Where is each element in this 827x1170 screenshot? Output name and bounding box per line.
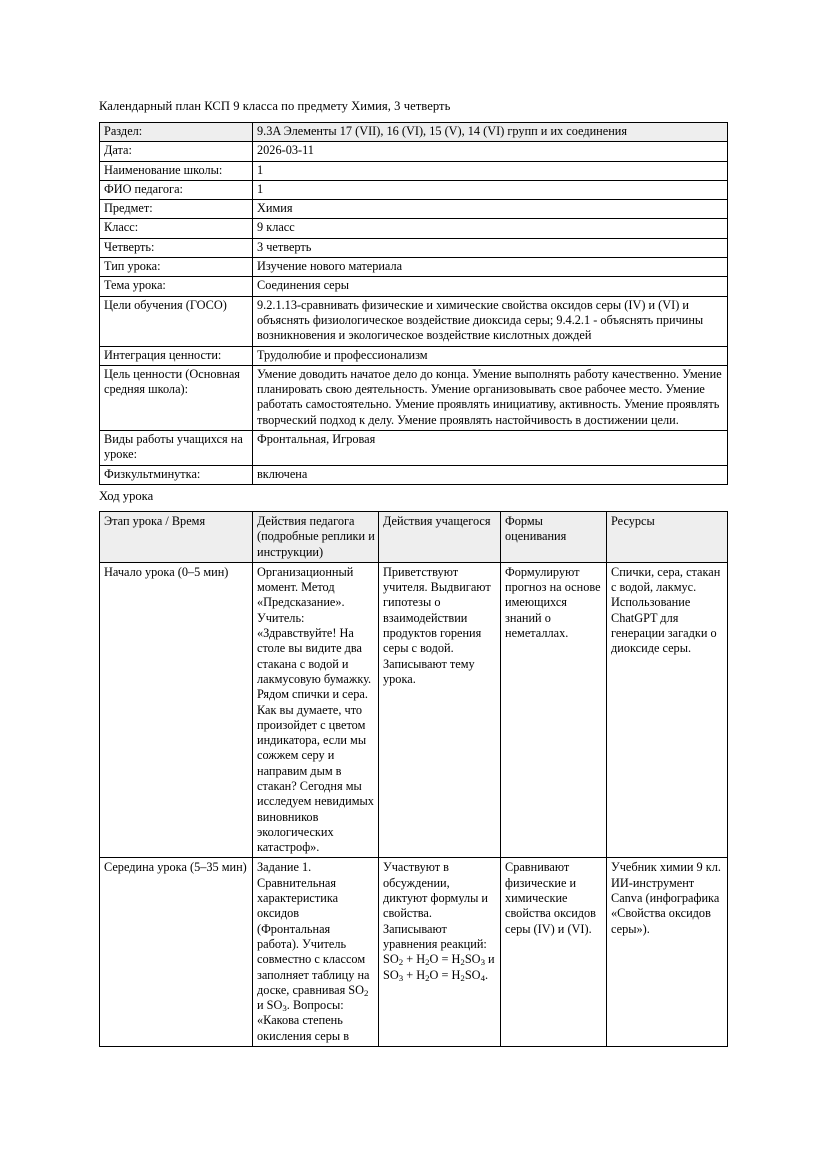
info-row-label: Цели обучения (ГОСО) <box>100 296 253 346</box>
table-row <box>100 431 728 466</box>
lesson-flow-table <box>99 511 728 1047</box>
info-row-value: Химия <box>253 200 728 219</box>
resources-cell: Спички, сера, стакан с водой, лакмус. Использование ChatGPT для генерации загадки о диоксиде серы. <box>607 562 728 858</box>
lesson-flow-header <box>100 511 728 562</box>
lesson-info-body <box>100 123 728 485</box>
info-row-label: Класс: <box>100 219 253 238</box>
lesson-flow-heading: Ход урока <box>99 488 154 503</box>
info-row-label: Дата: <box>100 142 253 161</box>
column-header: Действия педагога (подробные реплики и инструкции) <box>253 511 379 562</box>
info-row-value: 1 <box>253 180 728 199</box>
info-row-value: 9.3A Элементы 17 (VII), 16 (VI), 15 (V), 14 (VI) групп и их соединения <box>253 123 728 142</box>
formula-subscript: 2 <box>364 988 369 999</box>
info-row-label: Четверть: <box>100 238 253 257</box>
formula-subscript: 3 <box>398 972 404 983</box>
column-header: Формы оценивания <box>501 511 607 562</box>
info-row-value: 3 четверть <box>253 238 728 257</box>
formula-subscript: 2 <box>425 957 430 968</box>
info-row-label: Тема урока: <box>100 277 253 296</box>
formula-subscript: 3 <box>282 1003 287 1014</box>
student-actions-cell: Приветствуют учителя. Выдвигают гипотезы о взаимодействии продуктов горения серы с водой. Записывают тему урока. <box>379 562 501 858</box>
formula-subscript: 2 <box>460 972 465 983</box>
student-actions-cell: Участвуют в обсуждении, диктуют формулы и свойства. Записывают уравнения реакций: $SO_2 + H_2O = H_2SO_3$ и $SO_3 + H_2O = H_2SO_4$. <box>379 858 501 1047</box>
table-row <box>100 219 728 238</box>
info-row-label: Тип урока: <box>100 258 253 277</box>
table-row <box>100 346 728 365</box>
info-row-label: Наименование школы: <box>100 161 253 180</box>
info-row-label: Интеграция ценности: <box>100 346 253 365</box>
info-row-label: ФИО педагога: <box>100 180 253 199</box>
table-row <box>100 277 728 296</box>
table-row <box>100 180 728 199</box>
info-row-value: включена <box>253 465 728 484</box>
assessment-forms-cell: Формулируют прогноз на основе имеющихся знаний о неметаллах. <box>501 562 607 858</box>
table-row <box>100 142 728 161</box>
resources-cell: Учебник химии 9 кл. ИИ-инструмент Canva (инфографика «Свойства оксидов серы»). <box>607 858 728 1047</box>
table-row <box>100 258 728 277</box>
table-row <box>100 123 728 142</box>
assessment-forms-cell: Сравнивают физические и химические свойства оксидов серы (IV) и (VI). <box>501 858 607 1047</box>
table-row <box>100 365 728 430</box>
formula-subscript: 4 <box>480 972 485 983</box>
info-row-value: 2026-03-11 <box>253 142 728 161</box>
info-row-value: Соединения серы <box>253 277 728 296</box>
table-row <box>100 161 728 180</box>
teacher-actions-cell: Организационный момент. Метод «Предсказание». Учитель: «Здравствуйте! На столе вы видите два стакана с водой и лакмусовую бумажку. Рядом спички и сера. Как вы думаете, что произойдет с цветом индикатора, если мы сожжем серу и направим дым в стакан? Сегодня мы исследуем невидимых виновников экологических катастроф». <box>253 562 379 858</box>
table-row <box>100 296 728 346</box>
info-row-value: 9 класс <box>253 219 728 238</box>
formula-subscript: 2 <box>425 972 430 983</box>
table-header-row <box>100 511 728 562</box>
table-row <box>100 200 728 219</box>
table-row <box>100 465 728 484</box>
lesson-stage-cell: Середина урока (5–35 мин) <box>100 858 253 1047</box>
info-row-value: Умение доводить начатое дело до конца. Умение выполнять работу качественно. Умение планировать свою деятельность. Умение организовывать свое рабочее место. Умение работать самостоятельно. Умение проявлять инициативу, активность. Умение проявлять творческий подход к делу. Умение проявлять настойчивость в достижении цели. <box>253 365 728 430</box>
info-row-label: Раздел: <box>100 123 253 142</box>
teacher-actions-cell: Задание 1. Сравнительная характеристика оксидов (Фронтальная работа). Учитель совместно с классом заполняет таблицу на доске, сравнивая $SO_2$ и $SO_3$. Вопросы: «Какова степень окисления серы в <box>253 858 379 1047</box>
formula-subscript: 2 <box>460 957 465 968</box>
info-row-value: 1 <box>253 161 728 180</box>
formula-subscript: 2 <box>398 957 404 968</box>
column-header: Действия учащегося <box>379 511 501 562</box>
table-row <box>100 858 728 1047</box>
column-header: Ресурсы <box>607 511 728 562</box>
table-row <box>100 562 728 858</box>
info-row-label: Предмет: <box>100 200 253 219</box>
table-row <box>100 238 728 257</box>
info-row-value: Фронтальная, Игровая <box>253 431 728 466</box>
page-title: Календарный план КСП 9 класса по предмету Химия, 3 четверть <box>99 99 451 113</box>
column-header: Этап урока / Время <box>100 511 253 562</box>
info-row-label: Виды работы учащихся на уроке: <box>100 431 253 466</box>
lesson-stage-cell: Начало урока (0–5 мин) <box>100 562 253 858</box>
info-row-value: Изучение нового материала <box>253 258 728 277</box>
info-row-label: Цель ценности (Основная средняя школа): <box>100 365 253 430</box>
formula-subscript: 3 <box>480 957 485 968</box>
info-row-label: Физкультминутка: <box>100 465 253 484</box>
info-row-value: Трудолюбие и профессионализм <box>253 346 728 365</box>
lesson-info-table <box>99 122 728 485</box>
lesson-flow-body <box>100 562 728 1046</box>
info-row-value: 9.2.1.13-сравнивать физические и химические свойства оксидов серы (IV) и (VI) и объяснять физиологическое воздействие диоксида серы; 9.4.2.1 - объяснять причины возникновения и экологическое воздействие кислотных дождей <box>253 296 728 346</box>
